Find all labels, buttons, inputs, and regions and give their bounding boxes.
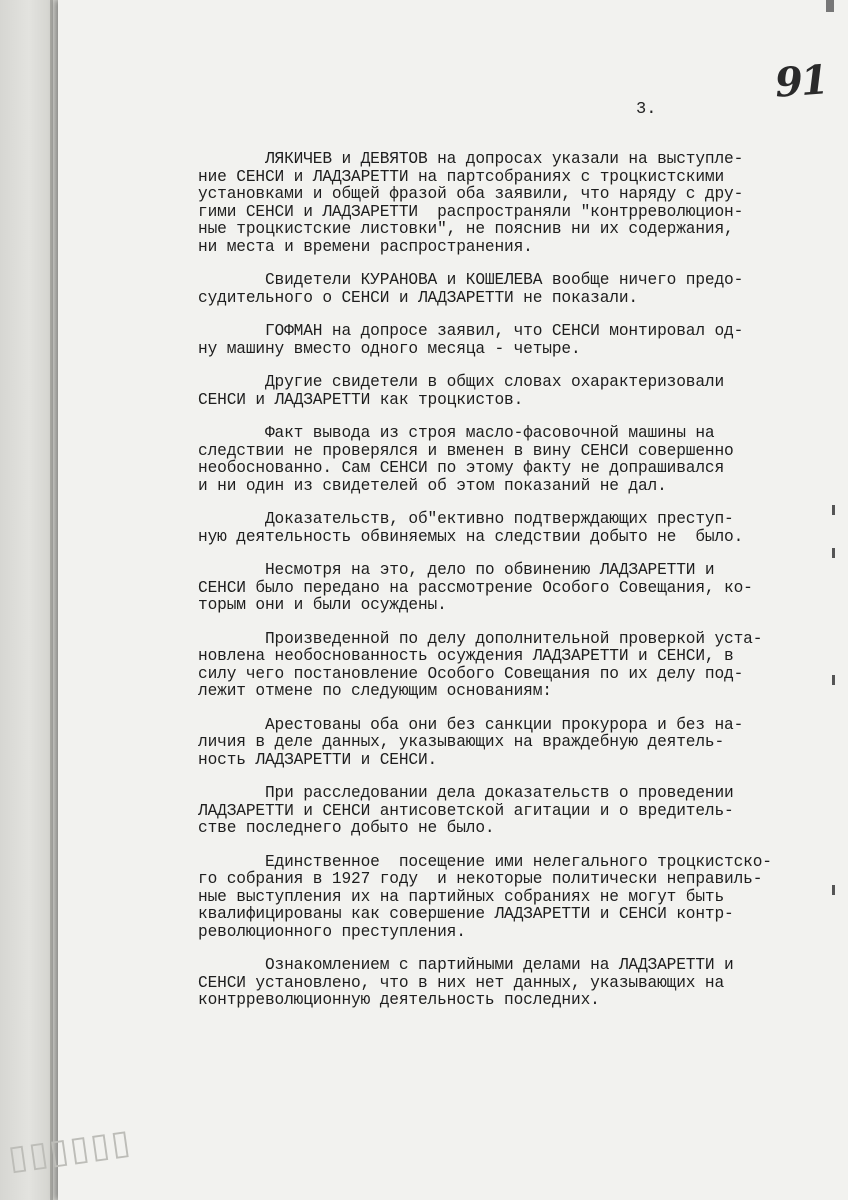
paragraph	[198, 854, 798, 942]
text-line: СЕНСИ и ЛАДЗАРЕТТИ как троцкистов.	[198, 390, 524, 409]
text-line: контрреволюционную деятельность последних.	[198, 991, 600, 1009]
binding-edge-line	[50, 0, 53, 1200]
text-line: следствии не проверялся и вменен в вину СЕНСИ совершенно	[198, 441, 734, 460]
paragraph	[198, 511, 798, 546]
paragraph	[198, 785, 798, 838]
text-line: Ознакомлением с партийными делами на ЛАДЗАРЕТТИ и	[198, 956, 734, 974]
paragraph	[198, 717, 798, 770]
text-line: установками и общей фразой оба заявили, что наряду с дру-	[198, 185, 744, 203]
document-body	[198, 151, 798, 1026]
text-line: ние СЕНСИ и ЛАДЗАРЕТТИ на партсобраниях с троцкистскими	[198, 167, 725, 186]
text-line: ную деятельность обвиняемых на следствии добыто не было.	[198, 527, 744, 546]
paragraph	[198, 151, 798, 256]
text-line: и ни один из свидетелей об этом показаний не дал.	[198, 476, 667, 495]
text-line: стве последнего добыто не было.	[198, 819, 495, 837]
text-line: силу чего постановление Особого Совещания по их делу под-	[198, 664, 744, 683]
text-line: гими СЕНСИ и ЛАДЗАРЕТТИ распространяли "контрреволюцион-	[198, 202, 744, 221]
paragraph	[198, 272, 798, 307]
text-line: СЕНСИ установлено, что в них нет данных, указывающих на	[198, 973, 725, 992]
text-line: ни места и времени распространения.	[198, 237, 533, 256]
text-line: СЕНСИ было передано на рассмотрение Особого Совещания, ко-	[198, 578, 753, 597]
margin-tick	[832, 675, 835, 685]
text-line: При расследовании дела доказательств о проведении	[198, 784, 734, 802]
text-line: судительного о СЕНСИ и ЛАДЗАРЕТТИ не показали.	[198, 288, 638, 307]
text-line: ГОФМАН на допросе заявил, что СЕНСИ монтировал од-	[198, 322, 744, 340]
text-line: ные выступления их на партийных собраниях не могут быть	[198, 887, 725, 906]
text-line: новлена необоснованность осуждения ЛАДЗАРЕТТИ и СЕНСИ, в	[198, 647, 734, 665]
faded-stamp-mark: ▯▯▯▯▯▯	[5, 1121, 135, 1179]
archive-sheet-number: 91	[773, 56, 829, 107]
text-line: Свидетели КУРАНОВА и КОШЕЛЕВА вообще ничего предо-	[198, 271, 744, 289]
text-line: революционного преступления.	[198, 922, 466, 941]
text-line: Факт вывода из строя масло-фасовочной машины на	[198, 424, 715, 442]
text-line: лежит отмене по следующим основаниям:	[198, 682, 552, 700]
text-line: ЛЯКИЧЕВ и ДЕВЯТОВ на допросах указали на выступле-	[198, 150, 744, 168]
text-line: ну машину вместо одного месяца - четыре.	[198, 339, 581, 358]
corner-mark	[826, 0, 834, 12]
margin-tick	[832, 548, 835, 558]
text-line: квалифицированы как совершение ЛАДЗАРЕТТИ и СЕНСИ контр-	[198, 905, 734, 923]
text-line: ность ЛАДЗАРЕТТИ и СЕНСИ.	[198, 750, 438, 769]
text-line: Другие свидетели в общих словах охарактеризовали	[198, 373, 725, 391]
text-line: Несмотря на это, дело по обвинению ЛАДЗАРЕТТИ и	[198, 561, 715, 579]
text-line: ЛАДЗАРЕТТИ и СЕНСИ антисоветской агитации и о вредитель-	[198, 801, 734, 820]
paragraph	[198, 425, 798, 495]
text-line: Доказательств, об"ективно подтверждающих преступ-	[198, 510, 734, 528]
text-line: го собрания в 1927 году и некоторые политически неправиль-	[198, 870, 763, 888]
text-line: ные троцкистские листовки", не пояснив ни их содержания,	[198, 220, 734, 238]
text-line: Арестованы оба они без санкции прокурора и без на-	[198, 715, 744, 734]
paragraph	[198, 374, 798, 409]
text-line: Единственное посещение ими нелегального троцкистско-	[198, 852, 772, 871]
margin-tick	[832, 505, 835, 515]
paragraph	[198, 631, 798, 701]
margin-tick	[832, 885, 835, 895]
text-line: Произведенной по делу дополнительной проверкой уста-	[198, 629, 763, 648]
text-line: торым они и были осуждены.	[198, 596, 447, 614]
text-line: личия в деле данных, указывающих на враждебную деятель-	[198, 733, 725, 751]
paragraph	[198, 562, 798, 615]
page-number: 3.	[636, 100, 657, 119]
paragraph	[198, 323, 798, 358]
paragraph	[198, 957, 798, 1010]
text-line: необоснованно. Сам СЕНСИ по этому факту не допрашивался	[198, 459, 725, 477]
